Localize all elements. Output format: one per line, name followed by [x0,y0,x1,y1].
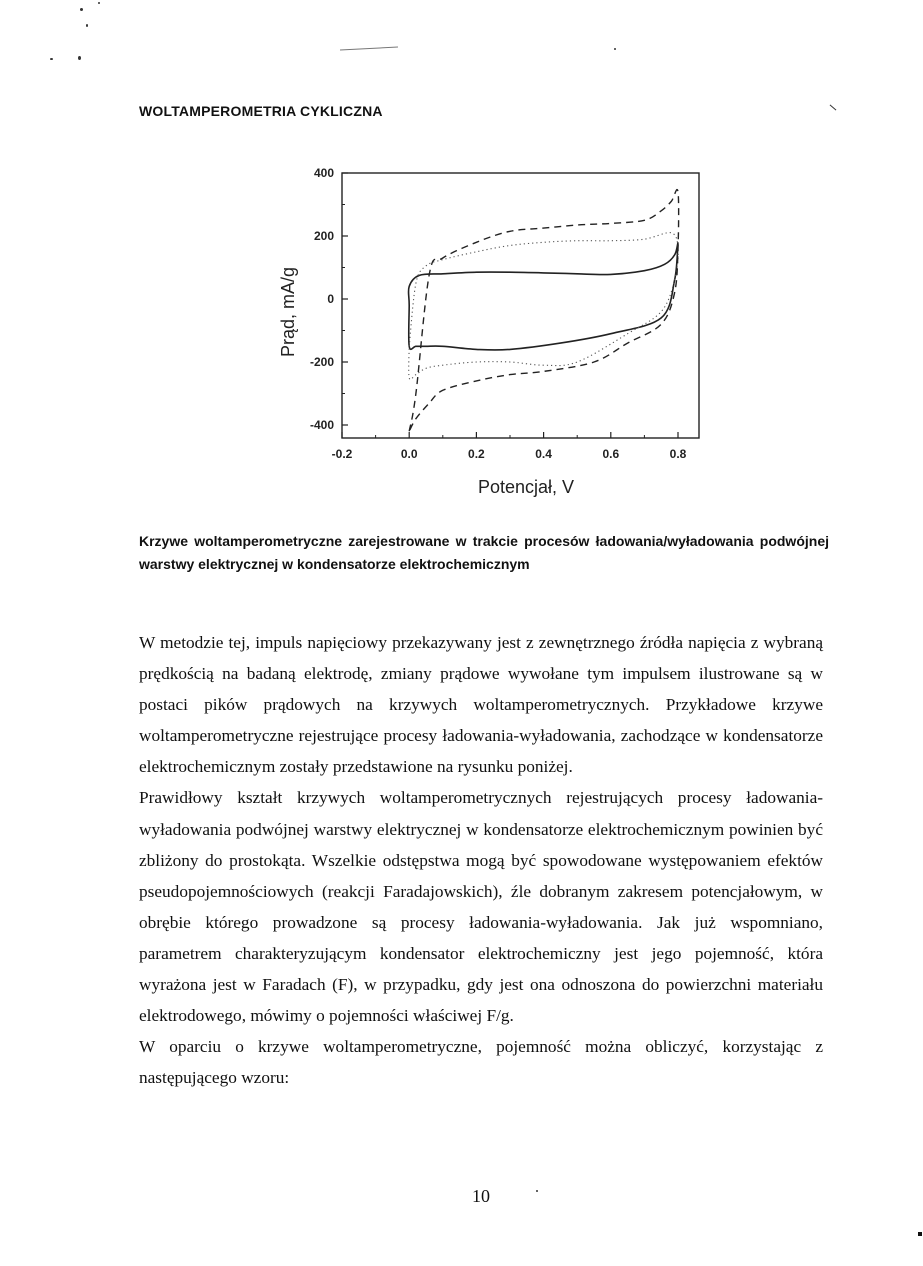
series-line-solid [408,242,678,350]
section-title: WOLTAMPEROMETRIA CYKLICZNA [139,103,383,119]
y-tick-label: 200 [313,229,334,243]
paragraph: Prawidłowy kształt krzywych woltamperometrycznych rejestrujących procesy ładowania-wyładowania podwójnej warstwy elektrycznej w kondensatorze elektrochemicznym powinien być zbliżony do prostokąta. Wszelkie odstępstwa mogą być spowodowane występowaniem efektów pseudopojemnościowych (reakcji Faradajowskich), źle dobranym zakresem potencjałowym, w obrębie którego prowadzone są procesy ładowania-wyładowania. Jak już wspomniano, parametrem charakteryzującym kondensator elektrochemiczny jest jego pojemność, która wyrażona jest w Faradach (F), w przypadku, gdy jest ona odnoszona do powierzchni materiału elektrodowego, mówimy o pojemności właściwej F/g. [139,788,823,1026]
scan-speck [830,105,837,111]
scan-speck [536,1190,538,1192]
x-tick-label: 0.6 [602,447,620,461]
body-text [139,627,823,1093]
scan-speck [98,2,100,4]
series-line-dotted [409,233,678,380]
scan-speck [80,8,83,11]
y-tick-label: -200 [309,355,334,369]
scan-speck [50,58,53,60]
x-tick-label: 0.8 [669,447,687,461]
x-tick-label: 0.2 [468,447,485,461]
scan-speck [340,46,398,50]
x-tick-label: 0.4 [535,447,552,461]
cv-chart [260,160,710,500]
y-tick-label: 400 [313,166,334,180]
x-tick-label: -0.2 [331,447,353,461]
plot-frame [342,173,699,438]
page-number: 10 [472,1186,490,1206]
paragraph: W oparciu o krzywe woltamperometryczne, pojemność można obliczyć, korzystając z następującego wzoru: [139,1037,823,1088]
y-axis-title: Prąd, mA/g [278,266,298,358]
scan-speck [86,24,88,27]
y-tick-label: -400 [309,418,334,432]
x-tick-label: 0.0 [400,447,418,461]
x-axis-title: Potencjał, V [477,477,575,497]
scan-speck [78,56,81,60]
y-tick-label: 0 [327,292,334,306]
series-line-dashed [409,190,678,432]
scan-speck [614,48,616,50]
scan-speck [918,1232,922,1236]
paragraph: W metodzie tej, impuls napięciowy przekazywany jest z zewnętrznego źródła napięcia z wybraną prędkością na badaną elektrodę, zmiany prądowe wywołane tym impulsem ilustrowane są w postaci pików prądowych na krzywych woltamperometrycznych. Przykładowe krzywe woltamperometryczne rejestrujące procesy ładowania-wyładowania, zachodzące w kondensatorze elektrochemicznym zostały przedstawione na rysunku poniżej. [139,633,823,777]
figure-caption: Krzywe woltamperometryczne zarejestrowane w trakcie procesów ładowania/wyładowania podwójnej warstwy elektrycznej w kondensatorze elektrochemicznym [139,533,829,572]
